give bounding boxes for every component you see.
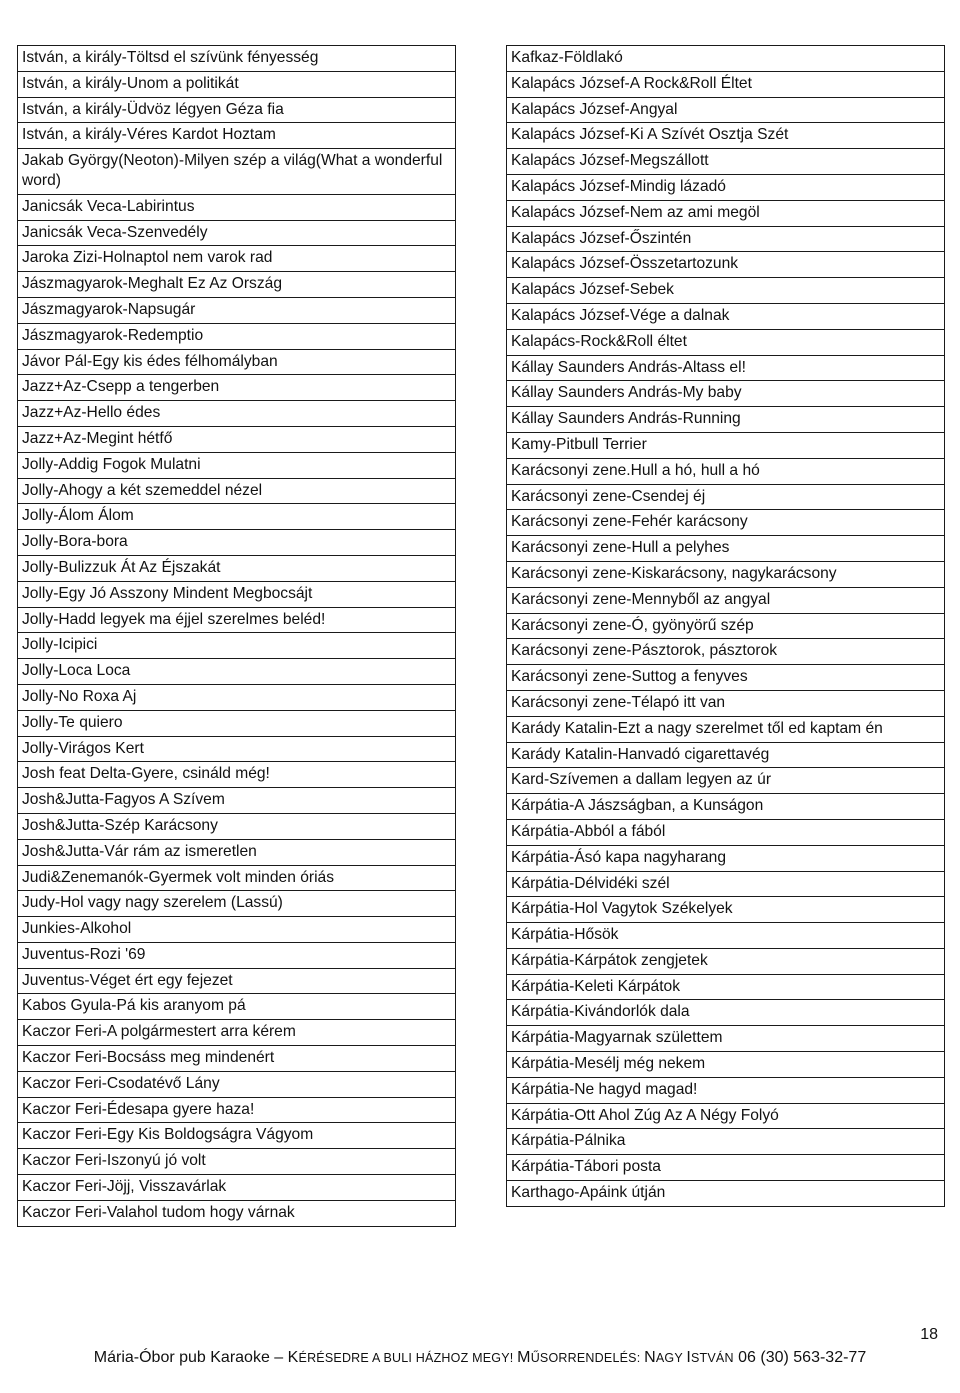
- song-title: Jakab György(Neoton)-Milyen szép a világ(What a wonderful word): [18, 149, 456, 195]
- song-title: Kaczor Feri-Iszonyú jó volt: [18, 1149, 456, 1175]
- song-title: Kalapács József-Angyal: [507, 97, 945, 123]
- song-row: [507, 510, 945, 536]
- song-title: Karácsonyi zene-Pásztorok, pásztorok: [507, 639, 945, 665]
- footer-order-info: KÉRÉSEDRE A BULI HÁZHOZ MEGY! MŰSORRENDELÉS: NAGY ISTVÁN: [287, 1349, 734, 1366]
- song-row: [18, 1046, 456, 1072]
- song-row: [507, 1026, 945, 1052]
- song-row: [507, 768, 945, 794]
- song-row: [507, 948, 945, 974]
- song-row: [507, 561, 945, 587]
- song-title: Kalapács József-Megszállott: [507, 149, 945, 175]
- song-title: Kalapács-Rock&Roll éltet: [507, 329, 945, 355]
- song-title: Kárpátia-Ne hagyd magad!: [507, 1077, 945, 1103]
- song-title: Jolly-Álom Álom: [18, 504, 456, 530]
- song-title: Kaczor Feri-Jöjj, Visszavárlak: [18, 1175, 456, 1201]
- song-row: [507, 303, 945, 329]
- song-title: Karácsonyi zene-Kiskarácsony, nagykarácsony: [507, 561, 945, 587]
- song-title: Jolly-Virágos Kert: [18, 736, 456, 762]
- song-title: Judi&Zenemanók-Gyermek volt minden óriás: [18, 865, 456, 891]
- song-title: Josh&Jutta-Szép Karácsony: [18, 813, 456, 839]
- song-row: [507, 200, 945, 226]
- song-row: [507, 716, 945, 742]
- song-row: [18, 46, 456, 72]
- song-row: [18, 123, 456, 149]
- song-row: [18, 149, 456, 195]
- song-title: Jaroka Zizi-Holnaptol nem varok rad: [18, 246, 456, 272]
- song-title: Jazz+Az-Megint hétfő: [18, 426, 456, 452]
- song-row: [18, 1097, 456, 1123]
- song-row: [507, 1129, 945, 1155]
- song-title: Kállay Saunders András-My baby: [507, 381, 945, 407]
- song-row: [507, 819, 945, 845]
- song-row: [18, 323, 456, 349]
- song-row: [18, 710, 456, 736]
- song-title: Jászmagyarok-Napsugár: [18, 297, 456, 323]
- song-row: [507, 974, 945, 1000]
- song-title: Kárpátia-A Jászságban, a Kunságon: [507, 794, 945, 820]
- song-row: [18, 994, 456, 1020]
- song-row: [507, 97, 945, 123]
- song-row: [507, 871, 945, 897]
- song-row: [18, 297, 456, 323]
- song-row: [507, 226, 945, 252]
- song-title: Kárpátia-Mesélj még nekem: [507, 1052, 945, 1078]
- song-title: Kard-Szívemen a dallam legyen az úr: [507, 768, 945, 794]
- song-row: [507, 665, 945, 691]
- song-title: Kalapács József-A Rock&Roll Éltet: [507, 71, 945, 97]
- footer: [0, 1349, 960, 1367]
- song-title: Karácsonyi zene-Ó, gyönyörű szép: [507, 613, 945, 639]
- song-title: Kalapács József-Mindig lázadó: [507, 174, 945, 200]
- song-row: [18, 607, 456, 633]
- song-title: Juventus-Rozi '69: [18, 942, 456, 968]
- song-title: Kalapács József-Őszintén: [507, 226, 945, 252]
- song-title: Jolly-Hadd legyek ma éjjel szerelmes beléd!: [18, 607, 456, 633]
- song-title: István, a király-Töltsd el szívünk fényesség: [18, 46, 456, 72]
- song-row: [507, 742, 945, 768]
- song-row: [18, 555, 456, 581]
- song-title: Karthago-Apáink útján: [507, 1181, 945, 1207]
- song-row: [18, 659, 456, 685]
- song-row: [18, 1071, 456, 1097]
- song-title: Karácsonyi zene-Fehér karácsony: [507, 510, 945, 536]
- song-row: [18, 1200, 456, 1226]
- song-title: Kárpátia-Kárpátok zengjetek: [507, 948, 945, 974]
- song-title: Kaczor Feri-Egy Kis Boldogságra Vágyom: [18, 1123, 456, 1149]
- song-title: Kalapács József-Ki A Szívét Osztja Szét: [507, 123, 945, 149]
- song-title: Kafkaz-Földlakó: [507, 46, 945, 72]
- song-title: Kárpátia-Magyarnak születtem: [507, 1026, 945, 1052]
- song-row: [18, 504, 456, 530]
- song-title: Josh feat Delta-Gyere, csináld még!: [18, 762, 456, 788]
- song-title: Karácsonyi zene-Csendej éj: [507, 484, 945, 510]
- song-title: Jolly-Loca Loca: [18, 659, 456, 685]
- song-title: Kamy-Pitbull Terrier: [507, 432, 945, 458]
- song-title: Kárpátia-Hősök: [507, 923, 945, 949]
- song-title: Kárpátia-Kivándorlók dala: [507, 1000, 945, 1026]
- song-title: Karády Katalin-Hanvadó cigarettavég: [507, 742, 945, 768]
- song-row: [18, 452, 456, 478]
- song-title: Karácsonyi zene-Suttog a fenyves: [507, 665, 945, 691]
- song-title: Kállay Saunders András-Altass el!: [507, 355, 945, 381]
- song-title: Kaczor Feri-Csodatévő Lány: [18, 1071, 456, 1097]
- song-title: Kaczor Feri-Valahol tudom hogy várnak: [18, 1200, 456, 1226]
- song-title: Kárpátia-Ásó kapa nagyharang: [507, 845, 945, 871]
- song-title: Jolly-Bulizzuk Át Az Éjszakát: [18, 555, 456, 581]
- song-title: Kalapács József-Összetartozunk: [507, 252, 945, 278]
- song-row: [18, 1123, 456, 1149]
- song-row: [18, 426, 456, 452]
- song-row: [507, 278, 945, 304]
- song-row: [507, 174, 945, 200]
- song-title: Janicsák Veca-Szenvedély: [18, 220, 456, 246]
- song-title: Karácsonyi zene-Hull a pelyhes: [507, 536, 945, 562]
- song-title: Kárpátia-Délvidéki szél: [507, 871, 945, 897]
- song-title: Jávor Pál-Egy kis édes félhomályban: [18, 349, 456, 375]
- song-row: [18, 349, 456, 375]
- song-row: [507, 1155, 945, 1181]
- song-row: [507, 355, 945, 381]
- song-row: [18, 1149, 456, 1175]
- song-row: [507, 407, 945, 433]
- song-title: Kállay Saunders András-Running: [507, 407, 945, 433]
- song-title: Kárpátia-Keleti Kárpátok: [507, 974, 945, 1000]
- song-row: [507, 46, 945, 72]
- song-title: Karácsonyi zene.Hull a hó, hull a hó: [507, 458, 945, 484]
- song-title: Jászmagyarok-Meghalt Ez Az Ország: [18, 272, 456, 298]
- song-row: [507, 794, 945, 820]
- song-title: Kaczor Feri-A polgármestert arra kérem: [18, 1020, 456, 1046]
- song-row: [507, 897, 945, 923]
- song-row: [18, 375, 456, 401]
- song-row: [18, 1175, 456, 1201]
- song-title: Jolly-Te quiero: [18, 710, 456, 736]
- song-title: Jolly-No Roxa Aj: [18, 684, 456, 710]
- song-row: [18, 71, 456, 97]
- song-title: Karády Katalin-Ezt a nagy szerelmet től ed kaptam én: [507, 716, 945, 742]
- song-list-right: [506, 45, 945, 1207]
- song-row: [18, 813, 456, 839]
- song-row: [507, 149, 945, 175]
- song-title: Kaczor Feri-Édesapa gyere haza!: [18, 1097, 456, 1123]
- song-row: [507, 587, 945, 613]
- song-title: Kabos Gyula-Pá kis aranyom pá: [18, 994, 456, 1020]
- song-row: [18, 762, 456, 788]
- song-title: Jazz+Az-Hello édes: [18, 401, 456, 427]
- song-row: [18, 478, 456, 504]
- song-title: Jolly-Icipici: [18, 633, 456, 659]
- song-title: Kaczor Feri-Bocsáss meg mindenért: [18, 1046, 456, 1072]
- song-row: [18, 891, 456, 917]
- song-row: [18, 194, 456, 220]
- song-title: Jolly-Egy Jó Asszony Mindent Megbocsájt: [18, 581, 456, 607]
- song-row: [507, 432, 945, 458]
- song-title: Josh&Jutta-Fagyos A Szívem: [18, 788, 456, 814]
- song-row: [18, 1020, 456, 1046]
- song-row: [507, 1181, 945, 1207]
- song-row: [507, 381, 945, 407]
- song-title: Karácsonyi zene-Mennyből az angyal: [507, 587, 945, 613]
- song-row: [507, 690, 945, 716]
- song-row: [507, 123, 945, 149]
- song-row: [507, 639, 945, 665]
- song-title: Kárpátia-Tábori posta: [507, 1155, 945, 1181]
- song-title: Jolly-Bora-bora: [18, 530, 456, 556]
- song-row: [507, 1000, 945, 1026]
- song-row: [507, 329, 945, 355]
- song-title: Kárpátia-Pálnika: [507, 1129, 945, 1155]
- song-row: [18, 246, 456, 272]
- song-row: [507, 71, 945, 97]
- song-title: Janicsák Veca-Labirintus: [18, 194, 456, 220]
- song-row: [507, 923, 945, 949]
- song-title: Juventus-Véget ért egy fejezet: [18, 968, 456, 994]
- song-title: Junkies-Alkohol: [18, 917, 456, 943]
- song-title: Judy-Hol vagy nagy szerelem (Lassú): [18, 891, 456, 917]
- song-title: Kalapács József-Sebek: [507, 278, 945, 304]
- song-row: [507, 536, 945, 562]
- song-row: [18, 865, 456, 891]
- song-row: [18, 220, 456, 246]
- song-row: [507, 458, 945, 484]
- footer-phone: 06 (30) 563-32-77: [733, 1349, 867, 1366]
- song-row: [18, 736, 456, 762]
- song-row: [507, 252, 945, 278]
- song-row: [18, 917, 456, 943]
- song-row: [507, 1077, 945, 1103]
- page-number: 18: [920, 1326, 938, 1343]
- song-row: [507, 613, 945, 639]
- song-row: [507, 1052, 945, 1078]
- song-title: Josh&Jutta-Vár rám az ismeretlen: [18, 839, 456, 865]
- song-title: Kárpátia-Hol Vagytok Székelyek: [507, 897, 945, 923]
- song-row: [507, 845, 945, 871]
- song-row: [18, 530, 456, 556]
- song-row: [18, 942, 456, 968]
- song-title: István, a király-Véres Kardot Hoztam: [18, 123, 456, 149]
- song-title: István, a király-Unom a politikát: [18, 71, 456, 97]
- song-row: [18, 684, 456, 710]
- song-title: Jolly-Addig Fogok Mulatni: [18, 452, 456, 478]
- song-row: [18, 272, 456, 298]
- song-row: [18, 968, 456, 994]
- song-row: [18, 401, 456, 427]
- song-row: [507, 484, 945, 510]
- song-title: Jolly-Ahogy a két szemeddel nézel: [18, 478, 456, 504]
- footer-venue: Mária-Óbor pub Karaoke –: [93, 1349, 288, 1366]
- song-list-left: [17, 45, 456, 1227]
- song-row: [18, 788, 456, 814]
- song-title: Jászmagyarok-Redemptio: [18, 323, 456, 349]
- song-row: [18, 633, 456, 659]
- song-title: Karácsonyi zene-Télapó itt van: [507, 690, 945, 716]
- song-row: [18, 97, 456, 123]
- song-title: Kárpátia-Ott Ahol Zúg Az A Négy Folyó: [507, 1103, 945, 1129]
- song-row: [507, 1103, 945, 1129]
- song-title: Kárpátia-Abból a fából: [507, 819, 945, 845]
- song-title: Kalapács József-Vége a dalnak: [507, 303, 945, 329]
- song-title: Kalapács József-Nem az ami megöl: [507, 200, 945, 226]
- song-title: Jazz+Az-Csepp a tengerben: [18, 375, 456, 401]
- song-title: István, a király-Üdvöz légyen Géza fia: [18, 97, 456, 123]
- song-row: [18, 839, 456, 865]
- song-row: [18, 581, 456, 607]
